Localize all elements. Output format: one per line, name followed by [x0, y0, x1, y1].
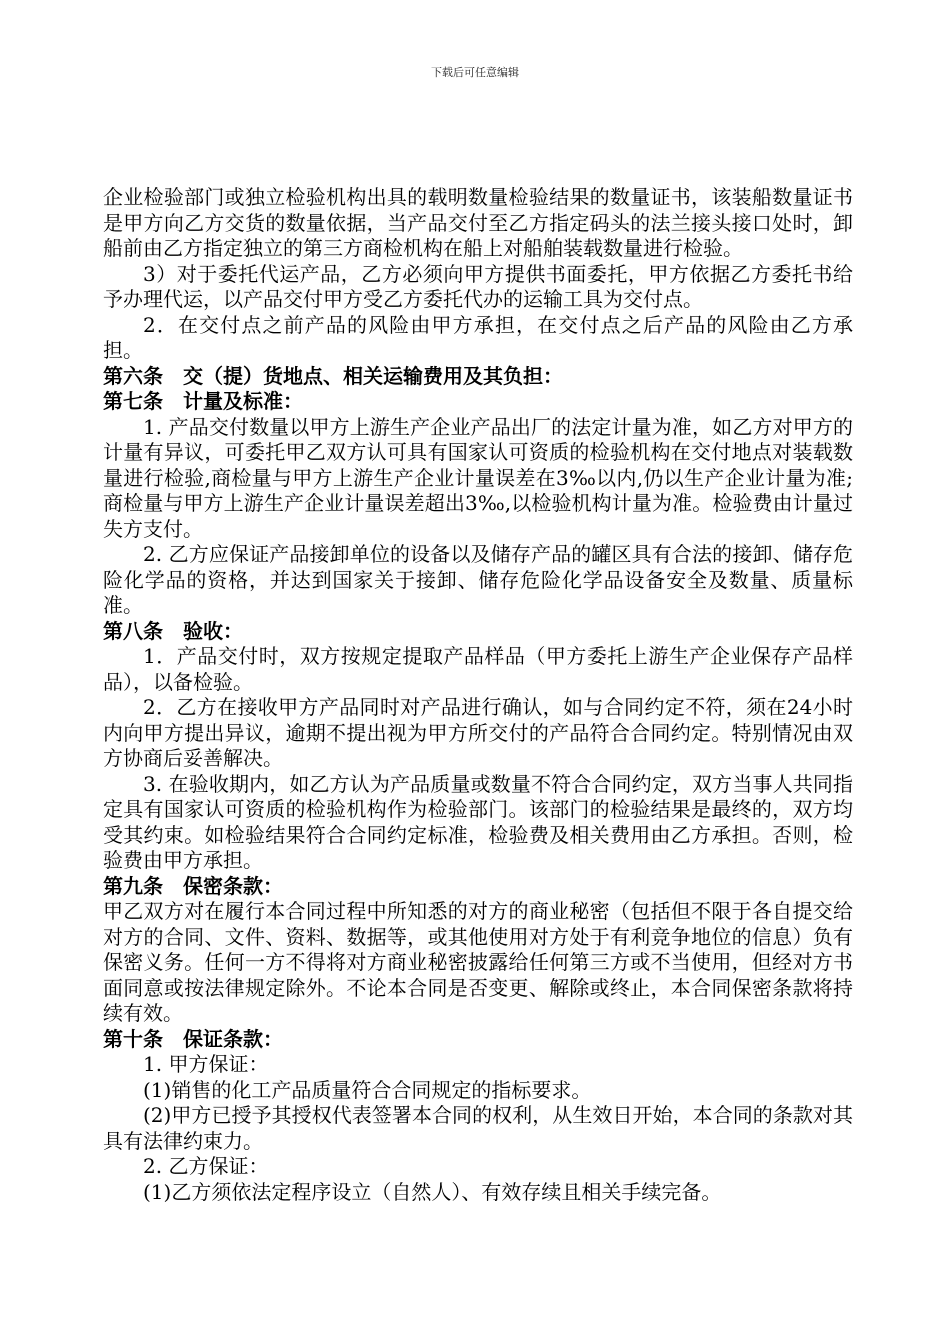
- page-header: 下载后可任意编辑: [431, 66, 519, 79]
- section-heading-8: 第八条 验收：: [103, 618, 243, 643]
- paragraph: (2)甲方已授予其授权代表签署本合同的权利，从生效日开始，本合同的条款对其具有法律约束力。: [103, 1103, 853, 1153]
- paragraph: 1. 甲方保证：: [143, 1052, 269, 1076]
- section-heading-7: 第七条 计量及标准：: [103, 389, 303, 413]
- paragraph: 2. 乙方保证：: [143, 1154, 269, 1178]
- paragraph: 企业检验部门或独立检验机构出具的载明数量检验结果的数量证书，该装船数量证书是甲方向乙方交货的数量依据，当产品交付至乙方指定码头的法兰接头接口处时，卸船前由乙方指定独立的第三方商检机构在船上对船舶装载数量进行检验。: [103, 185, 853, 260]
- section-heading-10: 第十条 保证条款：: [103, 1026, 283, 1051]
- paragraph: 2．乙方在接收甲方产品同时对产品进行确认，如与合同约定不符，须在24小时内向甲方提出异议，逾期不提出视为甲方所交付的产品符合合同约定。特别情况由双方协商后妥善解决。: [103, 695, 853, 770]
- paragraph: 3）对于委托代运产品，乙方必须向甲方提供书面委托，甲方依据乙方委托书给予办理代运，以产品交付甲方受乙方委托代办的运输工具为交付点。: [103, 261, 853, 311]
- section-heading-9: 第九条 保密条款：: [103, 873, 283, 898]
- paragraph: (1)乙方须依法定程序设立（自然人）、有效存续且相关手续完备。: [143, 1179, 722, 1204]
- paragraph: (1)销售的化工产品质量符合合同规定的指标要求。: [143, 1077, 592, 1102]
- paragraph: 1．产品交付时，双方按规定提取产品样品（甲方委托上游生产企业保存产品样品），以备检验。: [103, 644, 853, 694]
- paragraph: 3. 在验收期内，如乙方认为产品质量或数量不符合合同约定，双方当事人共同指定具有国家认可资质的检验机构作为检验部门。该部门的检验结果是最终的，双方均受其约束。如检验结果符合合同约定标准，检验费及相关费用由乙方承担。否则，检验费由甲方承担。: [103, 771, 853, 872]
- paragraph: 甲乙双方对在履行本合同过程中所知悉的对方的商业秘密（包括但不限于各自提交给对方的合同、文件、资料、数据等，或其他使用对方处于有利竞争地位的信息）负有保密义务。任何一方不得将对方商业秘密披露给任何第三方或不当使用，但经对方书面同意或按法律规定除外。不论本合同是否变更、解除或终止，本合同保密条款将持续有效。: [103, 899, 853, 1025]
- section-heading-6: 第六条 交（提）货地点、相关运输费用及其负担：: [103, 363, 563, 388]
- paragraph: 2. 乙方应保证产品接卸单位的设备以及储存产品的罐区具有合法的接卸、储存危险化学品的资格，并达到国家关于接卸、储存危险化学品设备安全及数量、质量标准。: [103, 542, 853, 617]
- paragraph: 2．在交付点之前产品的风险由甲方承担，在交付点之后产品的风险由乙方承担。: [103, 312, 853, 362]
- paragraph: 1. 产品交付数量以甲方上游生产企业产品出厂的法定计量为准，如乙方对甲方的计量有异议，可委托甲乙双方认可具有国家认可资质的检验机构在交付地点对装载数量进行检验,商检量与甲方上游生产企业计量误差在3‰以内,仍以生产企业计量为准; 商检量与甲方上游生产企业计量误差超出3‰,以检验机构计量为准。检验费由计量过失方支付。: [103, 414, 853, 541]
- document-body: [103, 185, 853, 1205]
